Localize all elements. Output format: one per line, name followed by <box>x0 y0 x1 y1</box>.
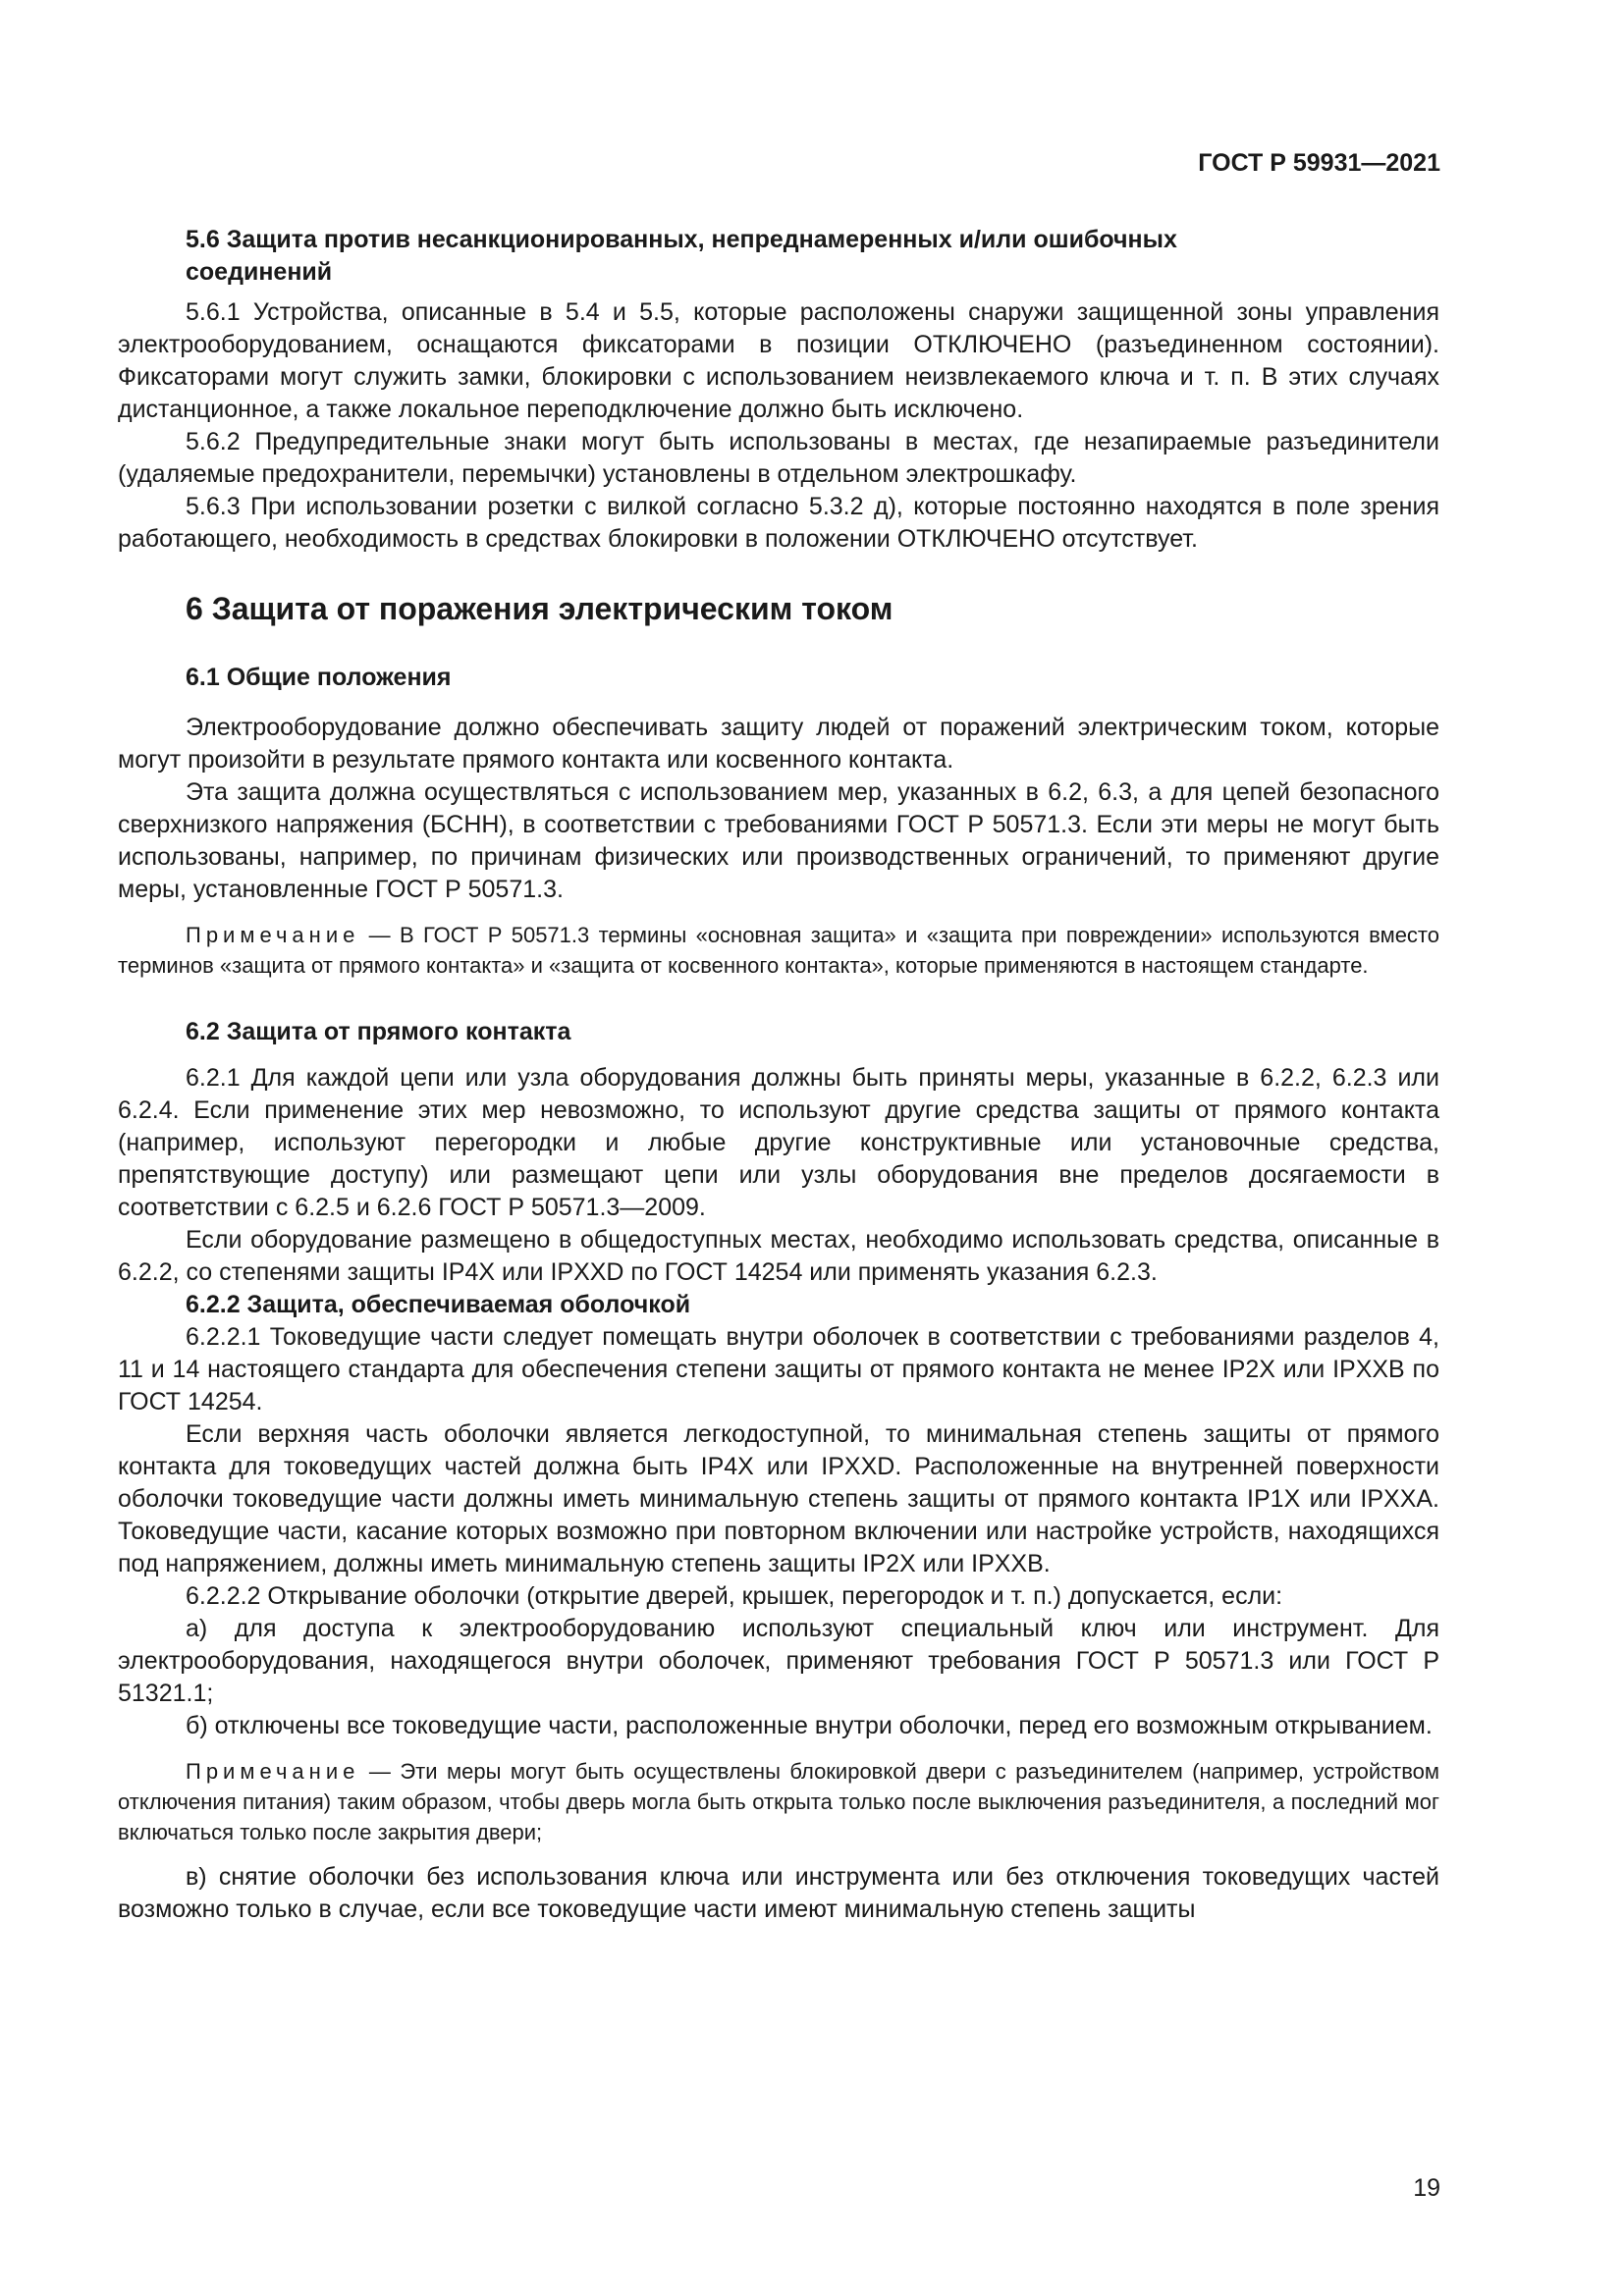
paragraph-6-2-2-1-b: Если верхняя часть оболочки является легкодоступной, то минимальная степень защиты от прямого контакта для токоведущих частей должна быть IP4X или IPXXD. Расположенные на внутренней поверхности оболочки токоведущие части должны иметь минимальную степень защиты от прямого контакта IP1X или IPXXA. Токоведущие части, касание которых возможно при повторном включении или настройке устройств, находящихся под напряжением, должны иметь минимальную степень защиты IP2X или IPXXB. <box>118 1420 1439 1577</box>
paragraph-6-2-1-b: Если оборудование размещено в общедоступных местах, необходимо использовать средства, описанные в 6.2.2, со степенями защиты IP4X или IPXXD по ГОСТ 14254 или применять указания 6.2.3. <box>118 1226 1439 1286</box>
section-6-2-2-title: 6.2.2 Защита, обеспечиваемая оболочкой <box>186 1291 691 1318</box>
section-5-6-title <box>118 224 1439 289</box>
paragraph-5-6-2: 5.6.2 Предупредительные знаки могут быть использованы в местах, где незапираемые разъединители (удаляемые предохранители, перемычки) установлены в отдельном электрошкафу. <box>118 428 1439 488</box>
document-body <box>118 224 1439 1926</box>
paragraph-5-6-3: 5.6.3 При использовании розетки с вилкой согласно 5.3.2 д), которые постоянно находятся в поле зрения работающего, необходимость в средствах блокировки в положении ОТКЛЮЧЕНО отсутствует. <box>118 493 1439 553</box>
section-5-6-title-line2: соединений <box>186 258 333 286</box>
note-text: — Эти меры могут быть осуществлены блокировкой двери с разъединителем (например, устройством отключения питания) таким образом, чтобы дверь могла быть открыта только после выключения разъединителя, а последний мог включаться только после закрытия двери; <box>118 1759 1439 1844</box>
paragraph-5-6-1: 5.6.1 Устройства, описанные в 5.4 и 5.5, которые расположены снаружи защищенной зоны управления электрооборудованием, оснащаются фиксаторами в позиции ОТКЛЮЧЕНО (разъединенном состоянии). Фиксаторами могут служить замки, блокировки с использованием неизвлекаемого ключа и т. п. В этих случаях дистанционное, а также локальное переподключение должно быть исключено. <box>118 298 1439 423</box>
paragraph-6-2-2-2: 6.2.2.2 Открывание оболочки (открытие дверей, крышек, перегородок и т. п.) допускается, если: <box>186 1582 1283 1610</box>
note-label: Примечание <box>186 1759 360 1784</box>
note-6-2-2 <box>118 1756 1439 1847</box>
note-text: — В ГОСТ Р 50571.3 термины «основная защита» и «защита при повреждении» используются вместо терминов «защита от прямого контакта» и «защита от косвенного контакта», которые применяются в настоящем стандарте. <box>118 923 1439 978</box>
list-item-v: в) снятие оболочки без использования ключа или инструмента или без отключения токоведущих частей возможно только в случае, если все токоведущие части имеют минимальную степень защиты <box>118 1863 1439 1923</box>
paragraph-6-2-1: 6.2.1 Для каждой цепи или узла оборудования должны быть приняты меры, указанные в 6.2.2, 6.2.3 или 6.2.4. Если применение этих мер невозможно, то используют другие средства защиты от прямого контакта (например, используют перегородки и любые другие конструктивные или установочные средства, препятствующие доступу) или размещают цепи или узлы оборудования вне пределов досягаемости в соответствии с 6.2.5 и 6.2.6 ГОСТ Р 50571.3—2009. <box>118 1064 1439 1221</box>
section-6-2-title: 6.2 Защита от прямого контакта <box>186 1018 571 1045</box>
list-item-b: б) отключены все токоведущие части, расположенные внутри оболочки, перед его возможным открыванием. <box>186 1712 1433 1739</box>
page-number: 19 <box>1413 2174 1440 2202</box>
paragraph-6-2-2-1: 6.2.2.1 Токоведущие части следует помещать внутри оболочек в соответствии с требованиями разделов 4, 11 и 14 настоящего стандарта для обеспечения степени защиты от прямого контакта не менее IP2X или IPXXB по ГОСТ 14254. <box>118 1323 1439 1415</box>
section-5-6-title-line1: 5.6 Защита против несанкционированных, непреднамеренных и/или ошибочных <box>186 226 1177 253</box>
paragraph-6-1-a: Электрооборудование должно обеспечивать защиту людей от поражений электрическим током, которые могут произойти в результате прямого контакта или косвенного контакта. <box>118 714 1439 774</box>
list-item-a: а) для доступа к электрооборудованию используют специальный ключ или инструмент. Для электрооборудования, находящегося внутри оболочек, применяют требования ГОСТ Р 50571.3 или ГОСТ Р 51321.1; <box>118 1615 1439 1707</box>
section-6-1-title: 6.1 Общие положения <box>186 664 452 691</box>
note-6-1 <box>118 920 1439 981</box>
paragraph-6-1-b: Эта защита должна осуществляться с использованием мер, указанных в 6.2, 6.3, а для цепей безопасного сверхнизкого напряжения (БСНН), в соответствии с требованиями ГОСТ Р 50571.3. Если эти меры не могут быть использованы, например, по причинам физических или производственных ограничений, то применяют другие меры, установленные ГОСТ Р 50571.3. <box>118 778 1439 903</box>
note-label: Примечание <box>186 923 360 947</box>
document-id: ГОСТ Р 59931—2021 <box>1198 149 1440 177</box>
section-6-title: 6 Защита от поражения электрическим током <box>186 591 893 626</box>
